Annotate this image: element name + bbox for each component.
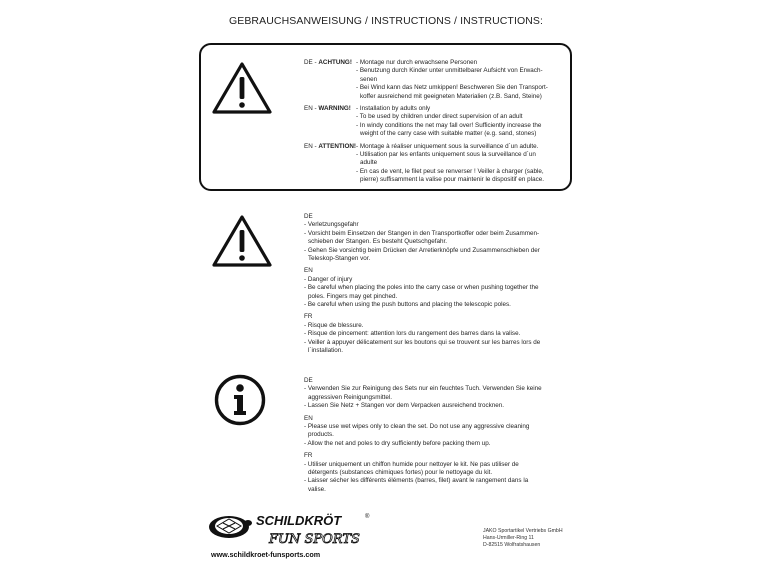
company-address: [483, 528, 563, 549]
warning-line: - En cas de vent, le filet peut se renverser ! Veiller à charger (sable,: [356, 167, 544, 175]
instruction-line: - Laisser sécher les différents éléments (barres, filet) avant le rangement dans la: [304, 477, 529, 485]
instruction-line: - Risque de blessure.: [304, 321, 364, 329]
warning-lang-label: [304, 105, 356, 139]
instruction-line: - Danger of injury: [304, 275, 353, 283]
instruction-line: - Verwenden Sie zur Reinigung des Sets nur ein feuchtes Tuch. Verwenden Sie keine: [304, 385, 542, 393]
language-group: [304, 213, 540, 263]
instruction-line: - Vorsicht beim Einsetzen der Stangen in den Transportkoffer oder beim Zusammen-: [304, 229, 540, 237]
language-heading: EN: [304, 414, 313, 422]
warning-lang-label: [304, 59, 356, 101]
warning-line: pierre) suffisamment la valise pour maintenir le dispositif en place.: [360, 176, 544, 184]
lang-prefix: EN -: [304, 105, 319, 113]
lang-prefix: EN -: [304, 142, 319, 150]
warning-keyword: WARNING!: [318, 105, 351, 113]
language-heading: DE: [304, 377, 313, 384]
website-url[interactable]: www.schildkroet-funsports.com: [211, 550, 321, 559]
instruction-line: - Allow the net and poles to dry sufficiently before packing them up.: [304, 439, 491, 447]
warning-keyword: ATTENTION!: [318, 142, 357, 150]
instruction-line: Teleskop-Stangen vor.: [308, 255, 371, 263]
instruction-line: - Gehen Sie vorsichtig beim Drücken der Arretierknöpfe und Zusammenschieben der: [304, 246, 540, 254]
instruction-line: aggressiven Reinigungsmittel.: [308, 393, 393, 401]
warning-triangle-icon: [211, 214, 273, 268]
language-group: [304, 267, 540, 309]
language-group: [304, 313, 540, 355]
warning-line: adulte: [360, 159, 378, 167]
instruction-line: - Risque de pincement: attention lors du rangement des barres dans la valise.: [304, 330, 521, 338]
schildkroet-logo: [207, 510, 377, 548]
brand-tagline: FUN SPORTS: [269, 532, 360, 547]
language-group: [304, 377, 542, 411]
instruction-line: détergents (substances chimiques fortes) pour le nettoyage du kit.: [308, 469, 493, 477]
warning-line: koffer ausreichend mit geeigneten Materialien (z.B. Sand, Steine): [360, 92, 542, 100]
language-heading: FR: [304, 313, 313, 321]
warning-block: [304, 59, 552, 101]
injury-section: [304, 213, 540, 360]
warning-line: - Bei Wind kann das Netz umkippen! Beschweren Sie den Transport-: [356, 84, 548, 92]
warning-block: [304, 143, 552, 185]
language-heading: DE: [304, 213, 313, 220]
warning-line: weight of the carry case with suitable matter (e.g. sand, stones): [360, 130, 537, 138]
warning-lang-label: [304, 143, 356, 185]
lang-prefix: DE -: [304, 59, 319, 66]
warning-line: - In windy conditions the net may fall over! Sufficiently increase the: [356, 121, 542, 129]
warning-block: [304, 105, 552, 139]
instruction-line: l´installation.: [308, 347, 343, 355]
instruction-line: valise.: [308, 485, 326, 493]
language-heading: FR: [304, 452, 313, 460]
registered-mark: ®: [365, 514, 370, 520]
warning-keyword: ACHTUNG!: [318, 59, 352, 66]
address-line: JAKO Sportartikel Vertriebs GmbH: [483, 528, 563, 534]
warning-line: - Montage à réaliser uniquement sous la surveillance d´un adulte.: [356, 142, 539, 150]
warning-line: - Utilisation par les enfants uniquement sous la surveillance d´un: [356, 151, 536, 159]
instruction-line: - Be careful when using the push buttons and placing the telescopic poles.: [304, 301, 511, 309]
address-line: Hans-Urmiller-Ring 11: [483, 535, 534, 541]
warning-box-text: [304, 59, 552, 189]
warning-line: - Benutzung durch Kinder unter unmittelbarer Aufsicht von Erwach-: [356, 67, 543, 75]
info-icon: [214, 374, 266, 426]
warning-line: - Montage nur durch erwachsene Personen: [356, 59, 478, 66]
page-title: GEBRAUCHSANWEISUNG / INSTRUCTIONS / INSTRUCTIONS:: [228, 15, 544, 27]
instruction-line: schieben der Stangen. Es besteht Quetschgefahr.: [308, 238, 447, 246]
instruction-line: - Verletzungsgefahr: [304, 221, 359, 229]
language-heading: EN: [304, 267, 313, 275]
address-line: D-82515 Wolfratshausen: [483, 542, 541, 548]
warning-line: senen: [360, 75, 378, 83]
instruction-line: - Please use wet wipes only to clean the set. Do not use any aggressive cleaning: [304, 423, 530, 431]
language-group: [304, 452, 542, 494]
warning-line: - To be used by children under direct supervision of an adult: [356, 113, 523, 121]
instruction-line: - Lassen Sie Netz + Stangen vor dem Verpacken ausreichend trocknen.: [304, 402, 505, 410]
language-group: [304, 415, 542, 449]
brand-name: SCHILDKRÖT: [256, 513, 342, 528]
warning-triangle-icon: [211, 61, 273, 115]
instruction-line: - Veiller à appuyer délicatement sur les boutons qui se trouvent sur les barres lors de: [304, 338, 541, 346]
warning-line: - Installation by adults only: [356, 105, 431, 113]
instruction-line: poles. Fingers may get pinched.: [308, 292, 398, 300]
cleaning-section: [304, 377, 542, 498]
instruction-line: - Be careful when placing the poles into the carry case or when pushing together the: [304, 284, 539, 292]
instruction-line: products.: [308, 431, 334, 439]
instruction-line: - Utiliser uniquement un chiffon humide pour nettoyer le kit. Ne pas utiliser de: [304, 460, 519, 468]
